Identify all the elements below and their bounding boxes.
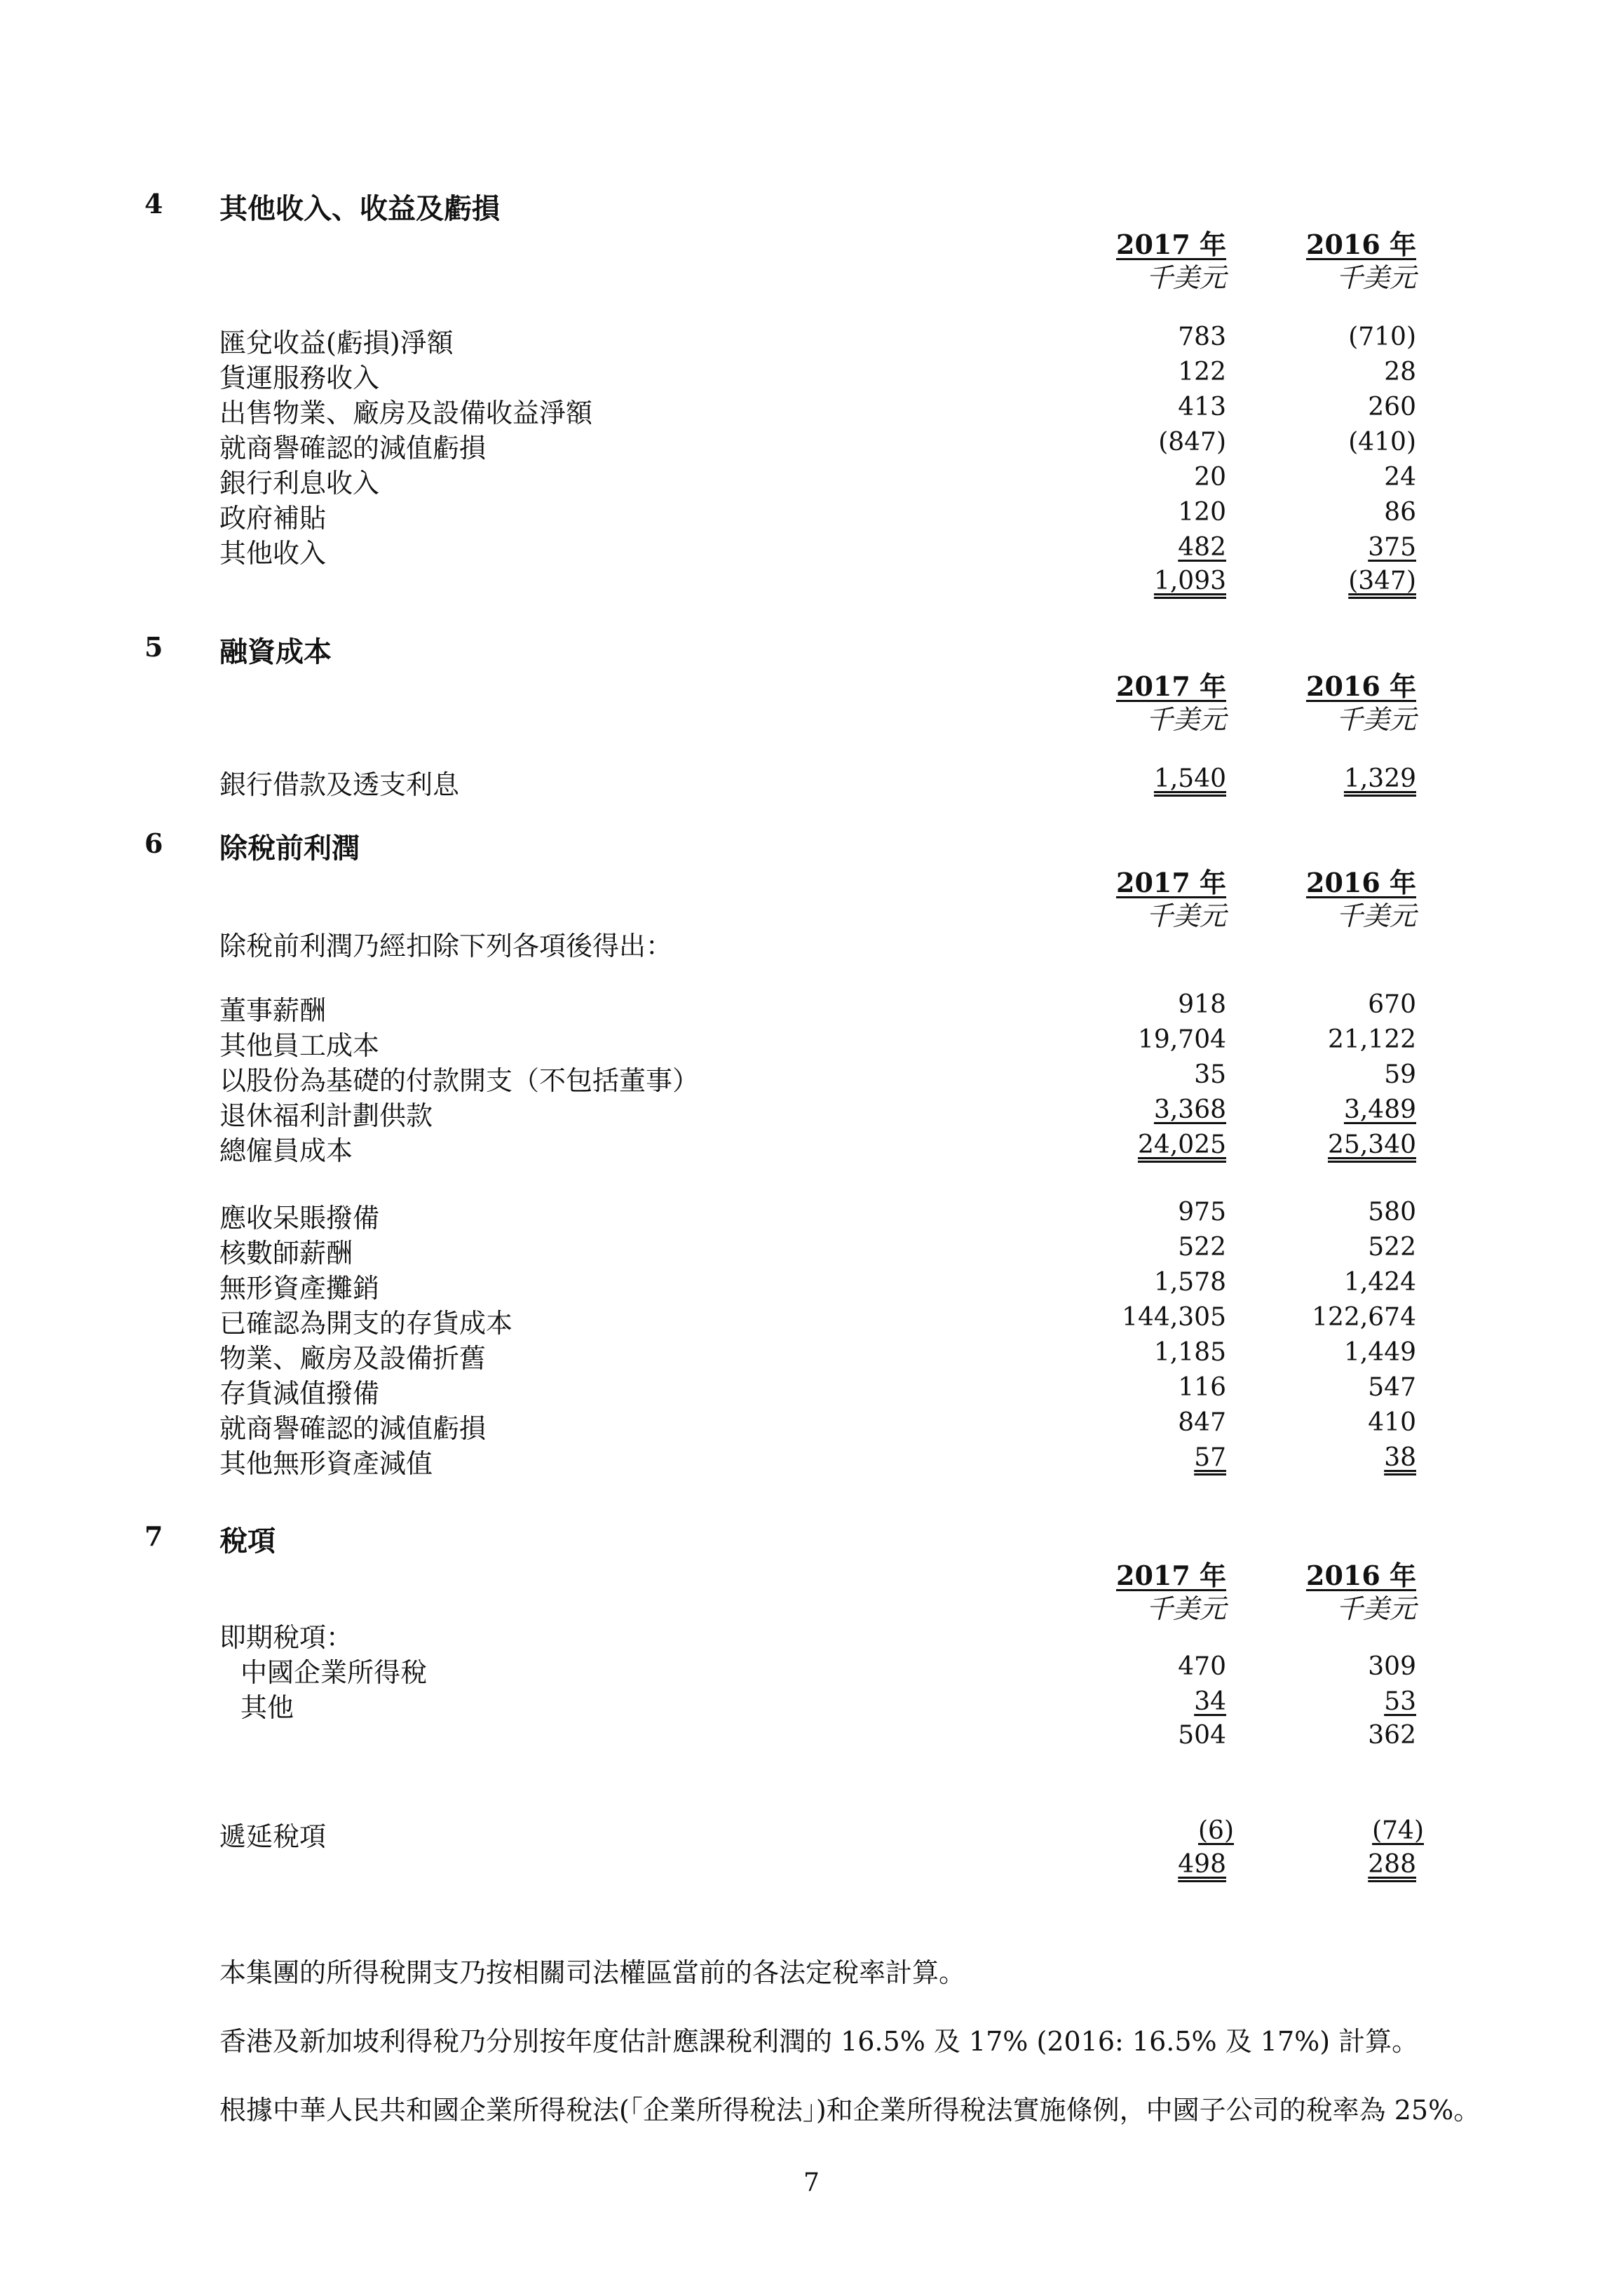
s6-other-value-2017: 847 — [1178, 1408, 1226, 1437]
s6-staff-label: 退休福利計劃供款 — [219, 1100, 433, 1131]
section-6-number: 6 — [144, 828, 163, 859]
s7-row-value-2017: 34 — [1194, 1687, 1226, 1716]
s4-row-value-2017: 413 — [1178, 393, 1226, 421]
s4-row-label: 貨運服務收入 — [219, 363, 380, 393]
s7-unit-2017: 千美元 — [1146, 1593, 1226, 1624]
s6-other-value-2017: 1,578 — [1153, 1268, 1226, 1297]
s4-row-label: 匯兌收益(虧損)淨額 — [219, 327, 454, 358]
s7-deferred-2017: (6) — [1198, 1816, 1234, 1845]
s6-other-value-2016: 122,674 — [1312, 1303, 1416, 1332]
s7-unit-2016: 千美元 — [1336, 1593, 1416, 1624]
s4-row-value-2016: 260 — [1368, 393, 1416, 421]
s4-row-value-2016: 24 — [1384, 463, 1416, 492]
s6-other-value-2016: 38 — [1384, 1443, 1416, 1472]
s4-row-value-2017: 20 — [1194, 463, 1226, 492]
s7-total-2016: 288 — [1368, 1850, 1416, 1879]
s4-year-2016: 2016 年 — [1306, 229, 1416, 260]
s7-current-label: 即期稅項： — [219, 1622, 353, 1653]
paragraph: 香港及新加坡利得稅乃分別按年度估計應課稅利潤的 16.5% 及 17% (2016: 16.5% 及 17%) 計算。 — [219, 2026, 1419, 2057]
s6-year-2016: 2016 年 — [1306, 867, 1416, 898]
s4-row-value-2017: (847) — [1158, 428, 1226, 457]
s6-staff-value-2017: 19,704 — [1138, 1025, 1226, 1054]
s6-staff-value-2016: 25,340 — [1328, 1130, 1416, 1159]
s6-staff-value-2016: 21,122 — [1328, 1025, 1416, 1054]
s6-other-value-2017: 522 — [1178, 1233, 1226, 1262]
s6-other-label: 無形資產攤銷 — [219, 1273, 380, 1304]
s6-year-2017: 2017 年 — [1116, 867, 1226, 898]
s4-unit-2016: 千美元 — [1336, 262, 1416, 293]
s7-row-label: 中國企業所得稅 — [240, 1657, 428, 1688]
s6-other-value-2017: 144,305 — [1122, 1303, 1226, 1332]
s5-unit-2017: 千美元 — [1146, 704, 1226, 735]
s4-year-2017: 2017 年 — [1116, 229, 1226, 260]
s6-other-label: 物業、廠房及設備折舊 — [219, 1343, 487, 1374]
s7-deferred-label: 遞延稅項 — [219, 1821, 327, 1852]
s6-staff-label: 以股份為基礎的付款開支（不包括董事） — [219, 1065, 700, 1096]
s4-total-2016: (347) — [1348, 567, 1416, 595]
s6-other-label: 已確認為開支的存貨成本 — [219, 1308, 513, 1339]
s6-staff-value-2016: 59 — [1384, 1060, 1416, 1089]
s6-other-value-2017: 975 — [1178, 1198, 1226, 1227]
s7-subtotal-2016: 362 — [1368, 1721, 1416, 1750]
s7-subtotal-2017: 504 — [1178, 1721, 1226, 1750]
s5-unit-2016: 千美元 — [1336, 704, 1416, 735]
s6-other-value-2016: 1,449 — [1343, 1338, 1416, 1367]
s6-other-value-2016: 410 — [1368, 1408, 1416, 1437]
s6-other-value-2016: 580 — [1368, 1198, 1416, 1227]
section-7-title: 稅項 — [219, 1525, 276, 1558]
page-number: 7 — [803, 2168, 820, 2197]
s4-row-label: 銀行利息收入 — [219, 468, 380, 499]
s7-row-value-2017: 470 — [1178, 1652, 1226, 1681]
s6-other-value-2017: 116 — [1178, 1373, 1226, 1402]
s7-row-value-2016: 309 — [1368, 1652, 1416, 1681]
s4-row-value-2017: 482 — [1178, 533, 1226, 562]
s4-row-value-2016: (710) — [1348, 323, 1416, 351]
s6-staff-label: 其他員工成本 — [219, 1030, 380, 1061]
s6-other-value-2016: 547 — [1368, 1373, 1416, 1402]
s4-row-value-2016: 375 — [1368, 533, 1416, 562]
s6-staff-label: 總僱員成本 — [219, 1135, 353, 1166]
s6-other-value-2017: 57 — [1194, 1443, 1226, 1472]
s6-staff-value-2017: 918 — [1178, 990, 1226, 1019]
s6-other-label: 就商譽確認的減值虧損 — [219, 1413, 487, 1444]
s4-total-2017: 1,093 — [1153, 567, 1226, 595]
s5-year-2017: 2017 年 — [1116, 670, 1226, 702]
s4-row-label: 政府補貼 — [219, 503, 327, 534]
s4-row-label: 就商譽確認的減值虧損 — [219, 433, 487, 464]
s5-year-2016: 2016 年 — [1306, 670, 1416, 702]
s4-row-label: 出售物業、廠房及設備收益淨額 — [219, 398, 593, 428]
s5-row-label: 銀行借款及透支利息 — [219, 769, 460, 800]
s4-row-value-2016: (410) — [1348, 428, 1416, 457]
s4-row-value-2016: 28 — [1384, 358, 1416, 386]
s7-total-2017: 498 — [1178, 1850, 1226, 1879]
s6-other-label: 存貨減值撥備 — [219, 1378, 380, 1409]
s6-other-value-2016: 1,424 — [1343, 1268, 1416, 1297]
s6-other-label: 其他無形資產減值 — [219, 1448, 433, 1479]
s6-staff-value-2016: 3,489 — [1343, 1095, 1416, 1124]
section-5-number: 5 — [144, 631, 163, 663]
section-6-title: 除稅前利潤 — [219, 832, 360, 865]
s6-other-label: 核數師薪酬 — [219, 1238, 353, 1269]
section-5-title: 融資成本 — [219, 635, 332, 668]
s6-staff-value-2017: 24,025 — [1138, 1130, 1226, 1159]
s4-row-label: 其他收入 — [219, 538, 327, 569]
s4-row-value-2017: 783 — [1178, 323, 1226, 351]
s6-other-value-2017: 1,185 — [1153, 1338, 1226, 1367]
s6-staff-label: 董事薪酬 — [219, 995, 327, 1026]
s4-row-value-2017: 120 — [1178, 498, 1226, 527]
s4-unit-2017: 千美元 — [1146, 262, 1226, 293]
s7-year-2017: 2017 年 — [1116, 1560, 1226, 1591]
s6-unit-2016: 千美元 — [1336, 900, 1416, 931]
s4-row-value-2016: 86 — [1384, 498, 1416, 527]
s7-year-2016: 2016 年 — [1306, 1560, 1416, 1591]
s6-intro: 除稅前利潤乃經扣除下列各項後得出： — [219, 931, 673, 961]
s6-unit-2017: 千美元 — [1146, 900, 1226, 931]
paragraph: 根據中華人民共和國企業所得稅法(「企業所得稅法」)和企業所得稅法實施條例，中國子公司的稅率為 25%。 — [219, 2095, 1481, 2126]
s6-staff-value-2016: 670 — [1368, 990, 1416, 1019]
s7-row-label: 其他 — [240, 1692, 294, 1723]
s4-row-value-2017: 122 — [1178, 358, 1226, 386]
s6-other-label: 應收呆賬撥備 — [219, 1203, 380, 1234]
s6-staff-value-2017: 35 — [1194, 1060, 1226, 1089]
section-4-title: 其他收入、收益及虧損 — [219, 192, 500, 225]
s7-row-value-2016: 53 — [1384, 1687, 1416, 1716]
s5-row-value-2017: 1,540 — [1153, 764, 1226, 793]
section-4-number: 4 — [144, 188, 163, 220]
s6-other-value-2016: 522 — [1368, 1233, 1416, 1262]
s6-staff-value-2017: 3,368 — [1153, 1095, 1226, 1124]
s5-row-value-2016: 1,329 — [1343, 764, 1416, 793]
paragraph: 本集團的所得稅開支乃按相關司法權區當前的各法定稅率計算。 — [219, 1957, 966, 1988]
s7-deferred-2016: (74) — [1372, 1816, 1424, 1845]
section-7-number: 7 — [144, 1520, 163, 1552]
